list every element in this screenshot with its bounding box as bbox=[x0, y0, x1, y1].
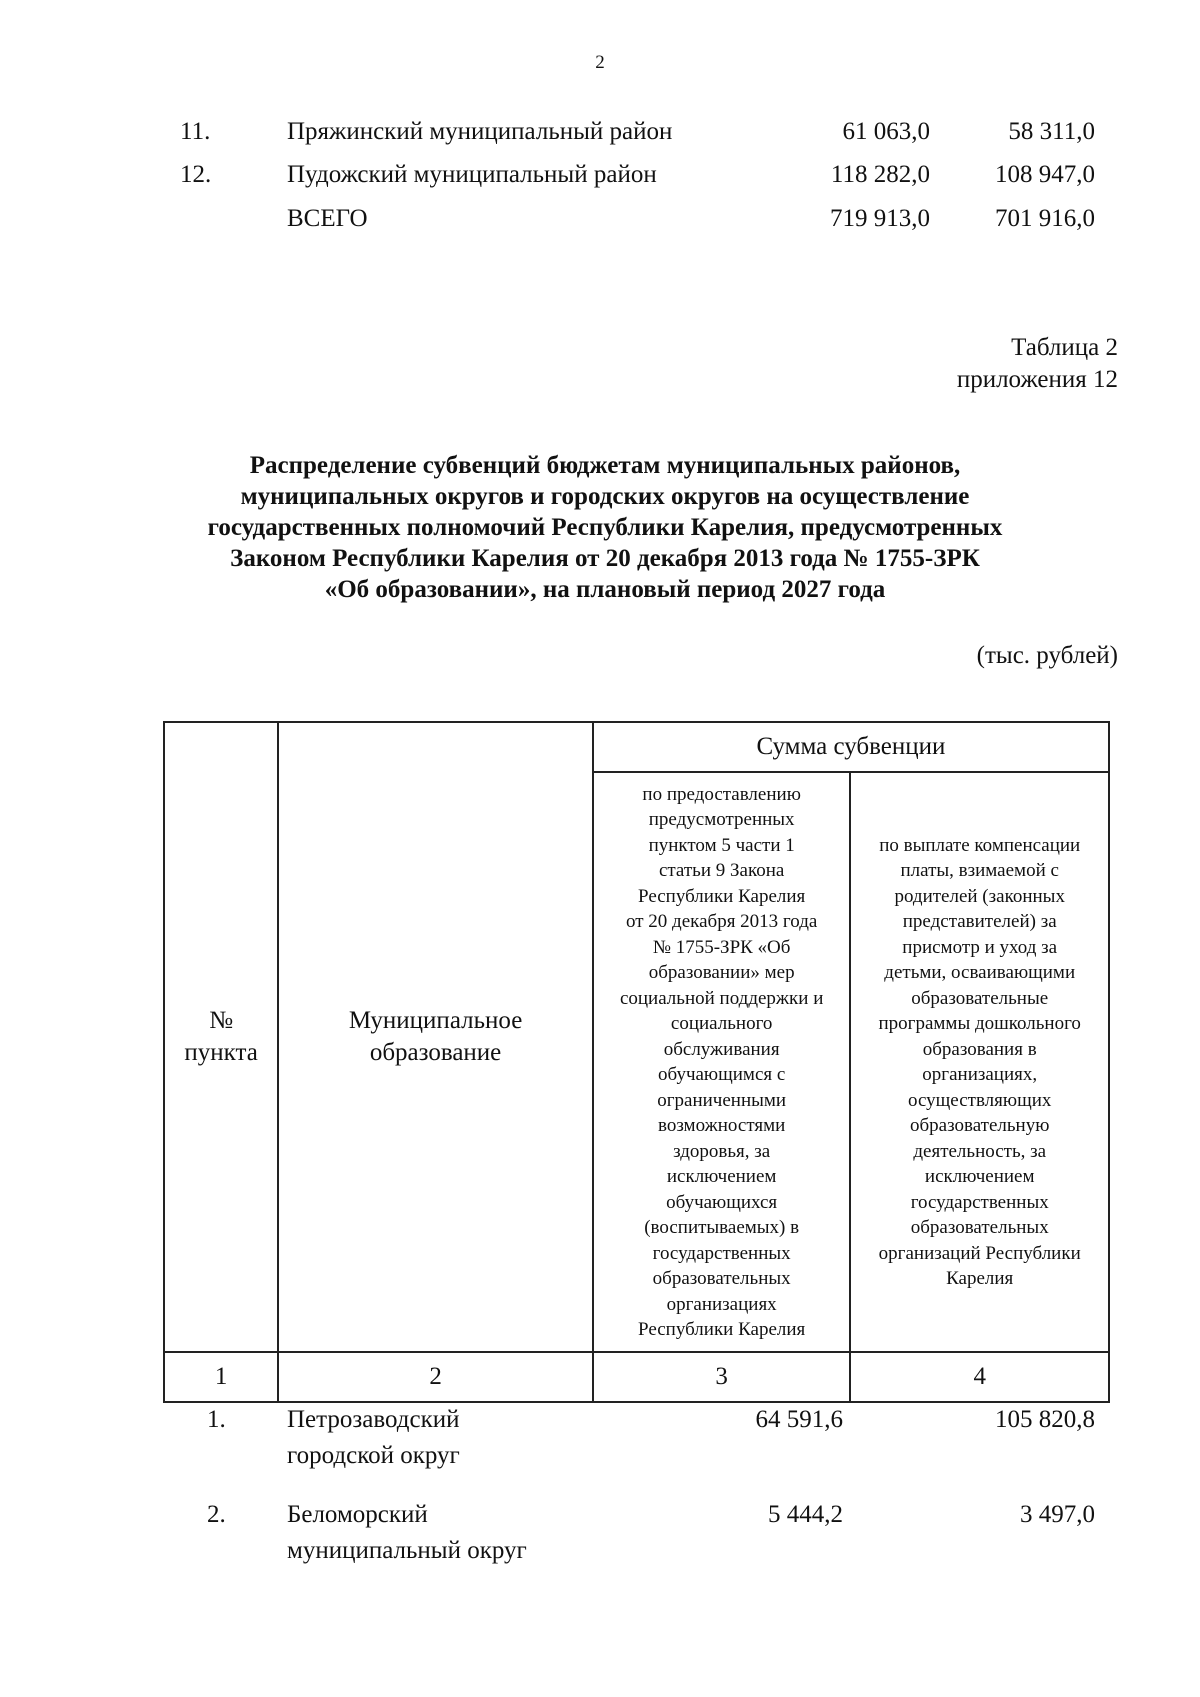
header-text: образование bbox=[369, 1039, 502, 1066]
header-text-line: предусмотренных bbox=[648, 809, 795, 830]
header-text-line: исключением bbox=[924, 1166, 1035, 1187]
header-col-4 bbox=[850, 772, 1109, 1352]
header-text: № bbox=[209, 1007, 234, 1034]
header-text: Муниципальное bbox=[348, 1007, 523, 1034]
row-value-1: 5 444,2 bbox=[768, 1501, 843, 1528]
header-text-line: деятельность, за bbox=[913, 1140, 1047, 1162]
row-name-line: Петрозаводский bbox=[287, 1406, 460, 1433]
total-row bbox=[0, 205, 1200, 245]
row-number: 12. bbox=[180, 161, 212, 188]
row-name-line: муниципальный округ bbox=[287, 1537, 527, 1564]
header-text-line: пунктом 5 части 1 bbox=[648, 834, 795, 856]
table-caption-line: Таблица 2 bbox=[1011, 334, 1118, 361]
row-number: 11. bbox=[180, 118, 211, 145]
header-text-line: социального bbox=[670, 1013, 773, 1034]
table-row bbox=[0, 118, 1200, 158]
header-text-line: образования в bbox=[922, 1038, 1037, 1060]
page-number: 2 bbox=[595, 52, 605, 73]
title-line: государственных полномочий Республики Карелия, предусмотренных bbox=[207, 514, 1003, 541]
header-text-line: социальной поддержки и bbox=[619, 987, 824, 1009]
header-text-line: возможностями bbox=[657, 1115, 786, 1136]
header-text-line: обучающимся с bbox=[658, 1064, 786, 1085]
title-line: муниципальных округов и городских округов на осуществление bbox=[240, 483, 970, 510]
header-text-line: (воспитываемых) в bbox=[644, 1217, 800, 1238]
column-number: 1 bbox=[164, 1352, 278, 1402]
header-text-line: родителей (законных bbox=[894, 885, 1065, 907]
row-value-2: 108 947,0 bbox=[995, 161, 1095, 188]
row-name: Пудожский муниципальный район bbox=[287, 161, 657, 188]
header-text-line: исключением bbox=[666, 1166, 777, 1187]
header-group-subvention: Сумма субвенции bbox=[593, 722, 1109, 772]
header-text-line: платы, взимаемой с bbox=[900, 860, 1059, 881]
header-text: пункта bbox=[184, 1039, 258, 1066]
row-number: 2. bbox=[207, 1501, 226, 1528]
row-value-2: 105 820,8 bbox=[995, 1406, 1095, 1433]
table-caption bbox=[957, 332, 1118, 396]
total-label: ВСЕГО bbox=[287, 205, 368, 232]
table-row bbox=[0, 1497, 1200, 1577]
units-note: (тыс. рублей) bbox=[976, 642, 1118, 669]
header-text-line: по предоставлению bbox=[642, 783, 801, 805]
column-number: 2 bbox=[278, 1352, 593, 1402]
header-text-line: Карелия bbox=[946, 1268, 1014, 1289]
header-text-line: ограниченными bbox=[657, 1089, 787, 1111]
document-title bbox=[150, 450, 1060, 605]
header-text-line: присмотр и уход за bbox=[902, 936, 1058, 958]
table-header bbox=[163, 721, 1110, 1403]
title-line: Законом Республики Карелия от 20 декабря 2013 года № 1755-ЗРК bbox=[230, 545, 980, 572]
table-row bbox=[0, 161, 1200, 201]
header-text-line: обслуживания bbox=[663, 1038, 780, 1060]
row-value-1: 118 282,0 bbox=[830, 161, 930, 188]
row-name bbox=[287, 1497, 587, 1569]
header-text-line: образовании» мер bbox=[648, 962, 795, 983]
row-number: 1. bbox=[207, 1406, 226, 1433]
header-text-line: программы дошкольного bbox=[878, 1013, 1081, 1034]
header-text-line: образовательные bbox=[911, 987, 1049, 1009]
table-caption-line: приложения 12 bbox=[956, 366, 1118, 393]
header-text-line: организациях bbox=[666, 1293, 777, 1315]
column-number: 3 bbox=[593, 1352, 851, 1402]
header-text-line: образовательную bbox=[910, 1115, 1050, 1136]
title-line: «Об образовании», на плановый период 2027 года bbox=[324, 576, 886, 603]
header-text-line: № 1755-ЗРК «Об bbox=[652, 936, 791, 958]
title-line: Распределение субвенций бюджетам муниципальных районов, bbox=[249, 452, 961, 479]
header-text-line: детьми, осваивающими bbox=[884, 962, 1076, 983]
row-name bbox=[287, 1402, 587, 1474]
table-row bbox=[0, 1402, 1200, 1482]
header-text-line: осуществляющих bbox=[908, 1089, 1052, 1111]
total-value-1: 719 913,0 bbox=[830, 205, 930, 232]
header-text-line: образовательных bbox=[910, 1217, 1049, 1238]
header-text-line: здоровья, за bbox=[673, 1140, 771, 1162]
header-text-line: организациях, bbox=[922, 1064, 1038, 1085]
row-value-1: 61 063,0 bbox=[842, 118, 930, 145]
header-col-municipality bbox=[278, 722, 593, 1352]
header-text-line: Республики Карелия bbox=[638, 1319, 806, 1340]
row-name-line: городской округ bbox=[287, 1442, 460, 1469]
header-col-number bbox=[164, 722, 278, 1352]
row-name-line: Беломорский bbox=[287, 1501, 428, 1528]
total-value-2: 701 916,0 bbox=[995, 205, 1095, 232]
row-value-1: 64 591,6 bbox=[755, 1406, 843, 1433]
header-text-line: статьи 9 Закона bbox=[658, 860, 785, 881]
header-text-line: представителей) за bbox=[902, 911, 1057, 932]
header-text-line: государственных bbox=[652, 1242, 791, 1264]
header-text-line: от 20 декабря 2013 года bbox=[626, 911, 818, 932]
header-col-3 bbox=[593, 772, 851, 1352]
header-text-line: организаций Республики bbox=[878, 1242, 1081, 1264]
column-number: 4 bbox=[850, 1352, 1109, 1402]
header-text-line: государственных bbox=[910, 1191, 1049, 1213]
header-text-line: обучающихся bbox=[666, 1191, 778, 1213]
header-text-line: Республики Карелия bbox=[638, 885, 806, 907]
header-text-line: по выплате компенсации bbox=[879, 834, 1081, 856]
row-value-2: 3 497,0 bbox=[1020, 1501, 1095, 1528]
row-value-2: 58 311,0 bbox=[1008, 118, 1095, 145]
row-name: Пряжинский муниципальный район bbox=[287, 118, 673, 145]
header-text-line: образовательных bbox=[652, 1268, 791, 1289]
